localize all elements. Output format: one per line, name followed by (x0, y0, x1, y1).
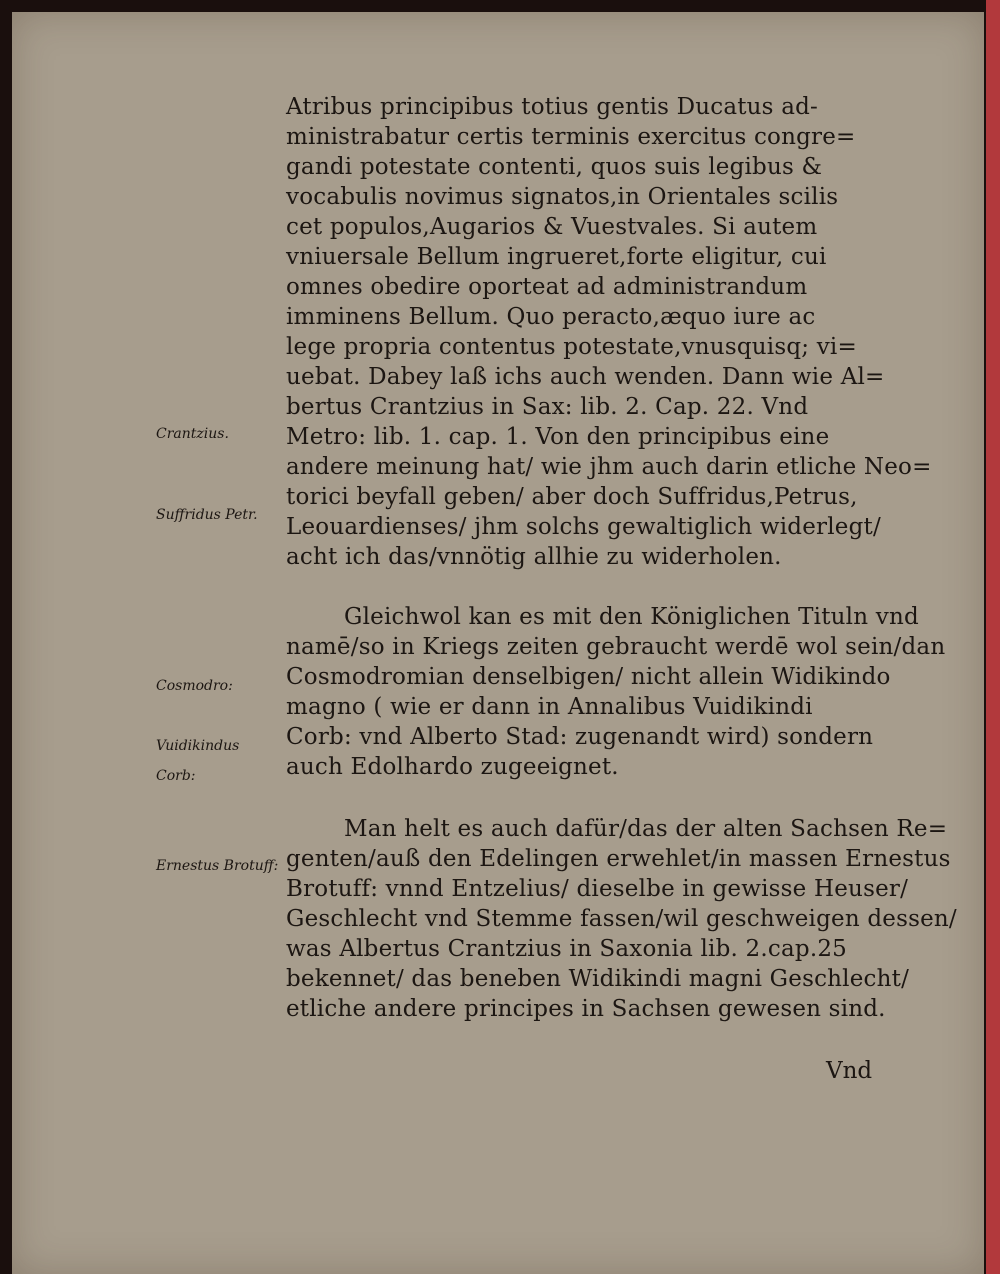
text-line: Leouardienses/ jhm solchs gewaltiglich widerlegt/ (286, 514, 881, 540)
catchword: Vnd (826, 1058, 873, 1084)
text-line: Metro: lib. 1. cap. 1. Von den principibus eine (286, 424, 830, 450)
text-line: vocabulis novimus signatos,in Orientales scilis (286, 184, 839, 210)
text-line: Brotuff: vnnd Entzelius/ dieselbe in gewisse Heuser/ (286, 876, 909, 902)
text-line: Man helt es auch dafür/das der alten Sachsen Re= (344, 816, 948, 842)
margin-note-crantzius: Crantzius. (156, 426, 229, 442)
text-line: andere meinung hat/ wie jhm auch darin etliche Neo= (286, 454, 932, 480)
text-line: etliche andere principes in Sachsen gewesen sind. (286, 996, 886, 1022)
text-line: torici beyfall geben/ aber doch Suffridus,Petrus, (286, 484, 858, 510)
margin-note-cosmodromi: Cosmodro: (156, 678, 233, 694)
text-line: bertus Crantzius in Sax: lib. 2. Cap. 22. Vnd (286, 394, 809, 420)
text-line: gandi potestate contenti, quos suis legibus & (286, 154, 823, 180)
text-line: omnes obedire oporteat ad administrandum (286, 274, 808, 300)
text-line: Gleichwol kan es mit den Königlichen Tituln vnd (344, 604, 919, 630)
text-line: Cosmodromian denselbigen/ nicht allein Widikindo (286, 664, 891, 690)
page-edge (986, 0, 1000, 1274)
text-line: bekennet/ das beneben Widikindi magni Geschlecht/ (286, 966, 910, 992)
text-line: cet populos,Augarios & Vuestvales. Si autem (286, 214, 818, 240)
text-line: genten/auß den Edelingen erwehlet/in massen Ernestus (286, 846, 951, 872)
text-line: auch Edolhardo zugeeignet. (286, 754, 619, 780)
text-line: Geschlecht vnd Stemme fassen/wil geschweigen dessen/ (286, 906, 957, 932)
text-line: vniuersale Bellum ingrueret,forte eligitur, cui (286, 244, 827, 270)
text-line: was Albertus Crantzius in Saxonia lib. 2.cap.25 (286, 936, 847, 962)
text-line: acht ich das/vnnötig allhie zu widerholen. (286, 544, 782, 570)
text-line: ministrabatur certis terminis exercitus congre= (286, 124, 856, 150)
text-line: Corb: vnd Alberto Stad: zugenandt wird) sondern (286, 724, 874, 750)
text-line: magno ( wie er dann in Annalibus Vuidikindi (286, 694, 813, 720)
margin-note-brotuff: Ernestus Brotuff: (156, 858, 279, 874)
margin-note-vuidikindus: Vuidikindus (156, 738, 240, 754)
margin-note-suffridus: Suffridus Petr. (156, 507, 258, 523)
text-line: imminens Bellum. Quo peracto,æquo iure ac (286, 304, 816, 330)
text-line: Atribus principibus totius gentis Ducatus ad- (286, 94, 819, 120)
text-line: uebat. Dabey laß ichs auch wenden. Dann wie Al= (286, 364, 885, 390)
text-line: lege propria contentus potestate,vnusquisq; vi= (286, 334, 857, 360)
text-line: namē/so in Kriegs zeiten gebraucht werdē wol sein/dan (286, 634, 946, 660)
margin-note-corb: Corb: (156, 768, 196, 784)
